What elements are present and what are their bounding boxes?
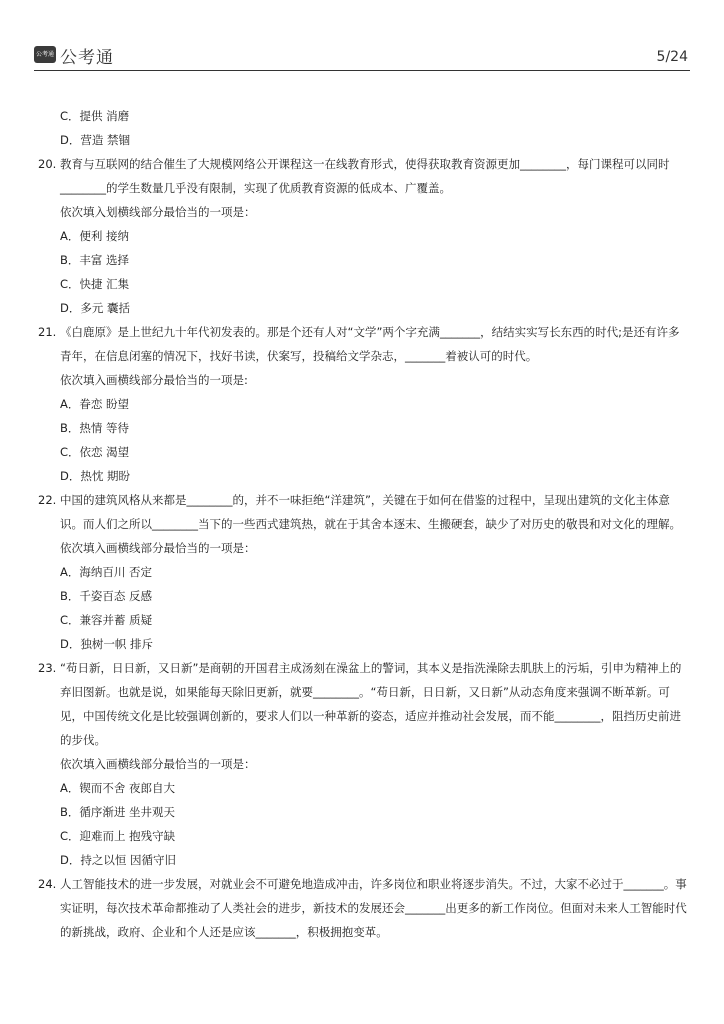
brand-name: 公考通 [60,48,114,68]
question-text: “苟日新，日日新，又日新”是商朝的开国君主成汤刻在澡盆上的警词，其本义是指洗澡除去肌肤上的污垢，引申为精神上的弃旧图新。也就是说，如果能每天除旧更新，就要________。“苟日新，日日新，又日新”从动态角度来强调不断革新。可见，中国传统文化是比较强调创新的，要求人们以一种革新的姿态，适应并推动社会发展，而不能________，阻挡历史前进的步伐。 [60,661,682,747]
question-number: 22. [38,493,57,507]
question-21 [38,320,690,368]
question-20 [38,152,690,200]
page-header [34,42,690,71]
option: A．锲而不舍 夜郎自大 [60,781,176,795]
logo-icon: 公考通 [34,46,56,63]
question-text: 教育与互联网的结合催生了大规模网络公开课程这一在线教育形式，使得获取教育资源更加________，每门课程可以同时________的学生数量几乎没有限制，实现了优质教育资源的低成本、广覆盖。 [60,157,670,195]
question-24 [38,872,690,944]
question-23 [38,656,690,752]
page-number: 5/24 [656,49,688,65]
option: B．热情 等待 [60,421,130,435]
question-text: 人工智能技术的进一步发展，对就业会不可避免地造成冲击，许多岗位和职业将逐步消失。不过，大家不必过于_______。事实证明，每次技术革命都推动了人类社会的进步，新技术的发展还会_______出更多的新工作岗位。但面对未来人工智能时代的新挑战，政府、企业和个人还是应该_______，积极拥抱变革。 [60,877,687,939]
question-number: 24. [38,877,57,891]
option: D．多元 囊括 [60,301,131,315]
question-number: 20. [38,157,57,171]
option: A．海纳百川 否定 [60,565,153,579]
question-prompt: 依次填入画横线部分最恰当的一项是： [60,541,256,555]
document-body [38,104,690,944]
question-prompt: 依次填入划横线部分最恰当的一项是： [60,205,256,219]
option: C．兼容并蓄 质疑 [60,613,153,627]
option: D．热忱 期盼 [60,469,131,483]
option: C．迎难而上 抱残守缺 [60,829,176,843]
option: C．快捷 汇集 [60,277,130,291]
option: B．丰富 选择 [60,253,130,267]
question-text: 《白鹿原》是上世纪九十年代初发表的。那是个还有人对“文学”两个字充满_______，结结实实写长东西的时代;是还有许多青年，在信息闭塞的情况下，找好书读，伏案写，投稿给文学杂志，_______着被认可的时代。 [60,325,680,363]
option: B．千姿百态 反感 [60,589,153,603]
question-prompt: 依次填入画横线部分最恰当的一项是: [60,373,248,387]
question-prompt: 依次填入画横线部分最恰当的一项是： [60,757,256,771]
option: B．循序渐进 坐井观天 [60,805,176,819]
option: D．营造 禁锢 [60,133,131,147]
option: D．独树一帜 排斥 [60,637,154,651]
question-text: 中国的建筑风格从来都是________的，并不一味拒绝“洋建筑”，关键在于如何在借鉴的过程中，呈现出建筑的文化主体意识。而人们之所以________当下的一些西式建筑热，就在于其舍本逐末、生搬硬套，缺少了对历史的敬畏和对文化的理解。 [60,493,681,531]
question-22 [38,488,690,536]
question-number: 23. [38,661,57,675]
option: A．便利 接纳 [60,229,130,243]
question-number: 21. [38,325,57,339]
option: C．提供 消磨 [60,109,130,123]
option: C．依恋 渴望 [60,445,130,459]
option: A．眷恋 盼望 [60,397,130,411]
option: D．持之以恒 因循守旧 [60,853,177,867]
